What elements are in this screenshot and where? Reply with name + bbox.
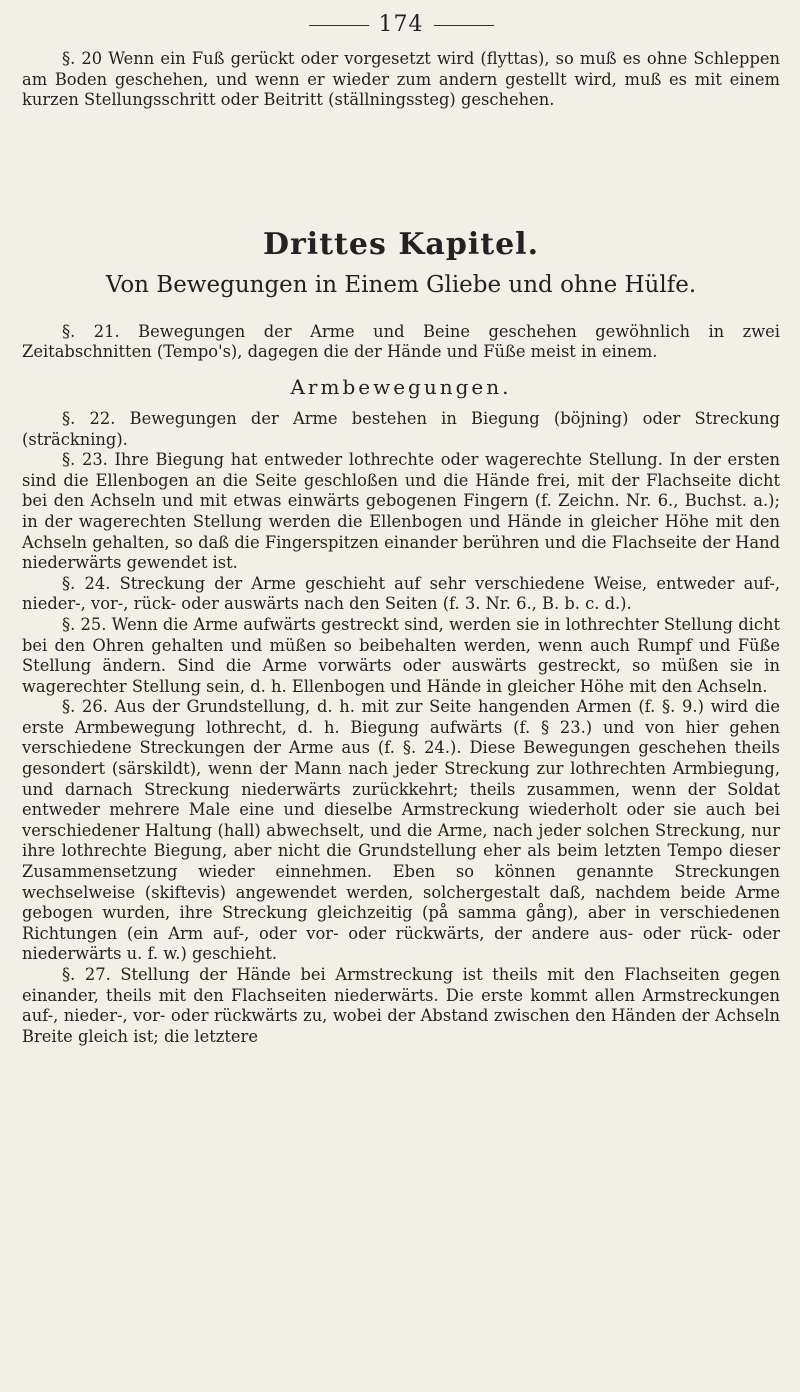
paragraph-27: §. 27. Stellung der Hände bei Armstreckung ist theils mit den Flachseiten gegen einander, theils mit den Flachseiten niederwärts. Die erste kommt allen Armstreckungen auf-, nieder-, vor- oder rückwärts zu, wobei der Abstand zwischen den Händen der Achseln Breite gleich ist; die letztere bbox=[22, 965, 780, 1046]
paragraph-20: §. 20 Wenn ein Fuß gerückt oder vorgesetzt wird (flyttas), so muß es ohne Schleppen am Boden geschehen, und wenn er wieder zum andern gestellt wird, muß es mit einem kurzen Stellungsschritt oder Beitritt (ställningssteg) geschehen. bbox=[22, 49, 780, 110]
chapter-title: Drittes Kapitel. bbox=[262, 226, 540, 262]
paragraph-23: §. 23. Ihre Biegung hat entweder lothrechte oder wagerechte Stellung. In der ersten sind die Ellenbogen an die Seite geschloßen und die Hände frei, mit der Flachseite dicht bei den Achseln und mit etwas einwärts gebogenen Fingern (f. Zeichn. Nr. 6., Buchst. a.); in der wagerechten Stellung werden die Ellenbogen und Hände in gleicher Höhe mit den Achseln gehalten, so daß die Fingerspitzen einander berühren und die Flachseite der Hand niederwärts gewendet ist. bbox=[22, 450, 780, 573]
paragraph-26: §. 26. Aus der Grundstellung, d. h. mit zur Seite hangenden Armen (f. §. 9.) wird die erste Armbewegung lothrecht, d. h. Biegung aufwärts (f. § 23.) und von hier gehen verschiedene Streckungen der Arme aus (f. §. 24.). Diese Bewegungen geschehen theils gesondert (särskildt), wenn der Mann nach jeder Streckung zur lothrechten Armbiegung, und darnach Streckung niederwärts zurückkehrt; theils zusammen, wenn der Soldat entweder mehrere Male eine und dieselbe Armstreckung wiederholt oder sie auch bei verschiedener Haltung (hall) abwechselt, und die Arme, nach jeder solchen Streckung, nur ihre lothrechte Biegung, aber nicht die Grundstellung eher als beim letzten Tempo dieser Zusammensetzung wieder einnehmen. Eben so können genannte Streckungen wechselweise (skiftevis) angewendet werden, solchergestalt daß, nachdem beide Arme gebogen wurden, ihre Streckung gleichzeitig (på samma gång), aber in verschiedenen Richtungen (ein Arm auf-, oder vor- oder rückwärts, der andere aus- oder rück- oder niederwärts u. f. w.) geschieht. bbox=[22, 697, 780, 964]
paragraph-22: §. 22. Bewegungen der Arme bestehen in Biegung (böjning) oder Streckung (sträckning). bbox=[22, 408, 780, 449]
paragraph-25: §. 25. Wenn die Arme aufwärts gestreckt sind, werden sie in lothrechter Stellung dicht bei den Ohren gehalten und müßen so beibehalten werden, wenn auch Rumpf und Füße Stellung ändern. Sind die Arme vorwärts oder auswärts gestreckt, so müßen sie in wagerechter Stellung sein, d. h. Ellenbogen und Hände in gleicher Höhe mit den Achseln. bbox=[22, 614, 780, 696]
paragraph-24: §. 24. Streckung der Arme geschieht auf sehr verschiedene Weise, entweder auf-, nieder-, vor-, rück- oder auswärts nach den Seiten (f. 3. Nr. 6., B. b. c. d.). bbox=[22, 573, 780, 614]
page-number: 174 bbox=[22, 12, 780, 37]
section-heading: Armbewegungen. bbox=[290, 374, 512, 399]
chapter-subtitle: Von Bewegungen in Einem Gliebe und ohne Hülfe. bbox=[105, 271, 697, 298]
paragraph-21: §. 21. Bewegungen der Arme und Beine geschehen gewöhnlich in zwei Zeitabschnitten (Tempo's), dagegen die der Hände und Füße meist in einem. bbox=[22, 321, 780, 362]
